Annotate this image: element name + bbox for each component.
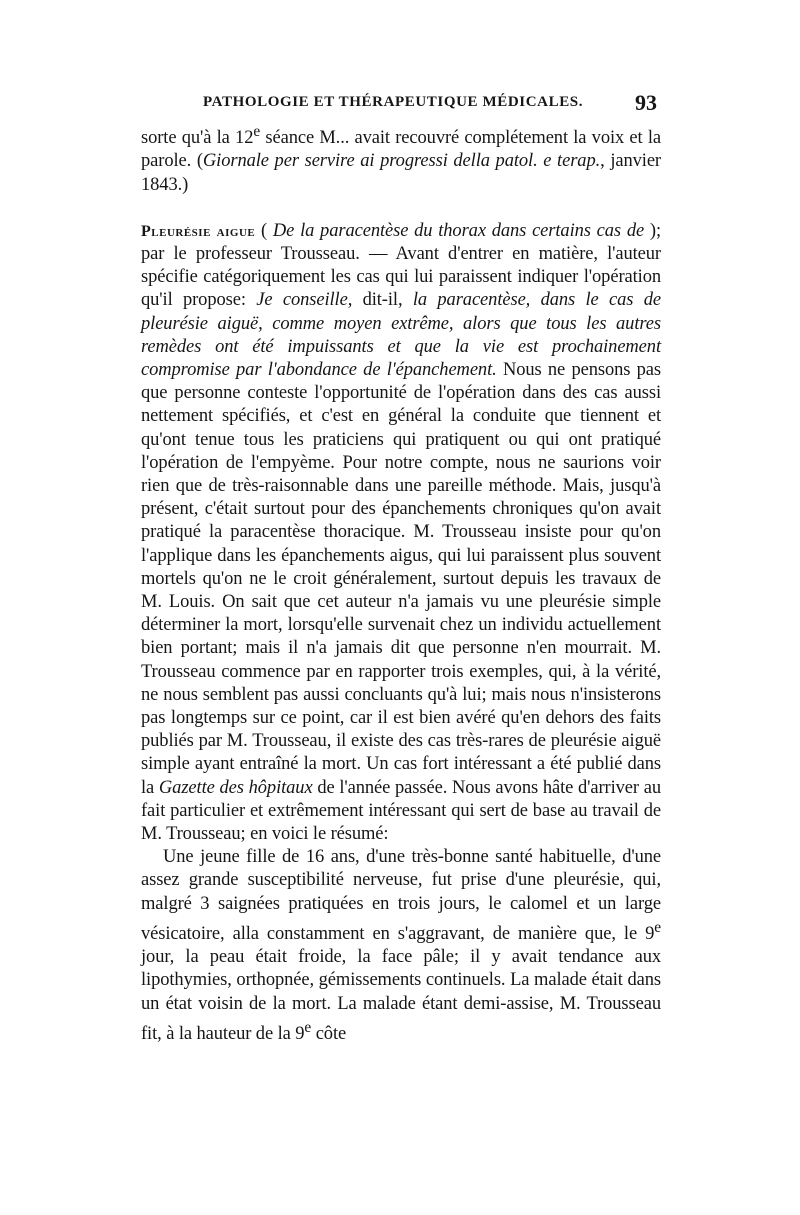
body-text: [141, 120, 661, 1046]
page-header: [141, 90, 661, 120]
case-paragraph: Une jeune fille de 16 ans, d'une très-bonne santé habituelle, d'une assez grande susceptibilité nerveuse, fut prise d'une pleurésie, qui, malgré 3 saignées pratiquées en trois jours, le calomel et un large vésicatoire, alla constamment en s'aggravant, de manière que, le 9e jour, la peau était froide, la face pâle; il y avait tendance aux lipothymies, orthopnée, gémissements continuels. La malade était dans un état voisin de la mort. La malade étant demi-assise, M. Trousseau fit, à la hauteur de la 9e côte: [141, 847, 661, 1044]
journal-title: Gazette des hôpitaux: [158, 777, 313, 798]
article-paragraph: Pleurésie aigue ( De la paracentèse du thorax dans certains cas de ); par le professeur Trousseau. — Avant d'entrer en matière, l'auteur spécifie catégoriquement les cas qui lui paraissent indiquer l'opération qu'il propose: Je conseille, dit-il, la paracentèse, dans le cas de pleurésie aiguë, comme moyen extrême, alors que tous les autres remèdes ont été impuissants et que la vie est prochainement compromise par l'abondance de l'épanchement. Nous ne pensons pas que personne conteste l'opportunité de l'opération dans des cas aussi nettement spécifiés, et c'est en général la conduite que tiennent et qu'ont tenue tous les praticiens qui pratiquent ou qui ont pratiqué l'opération de l'empyème. Pour notre compte, nous ne saurions voir rien que de très-raisonnable dans une pareille méthode. Mais, jusqu'à présent, c'était surtout pour des épanchements chroniques qu'on avait pratiqué la paracentèse thoracique. M. Trousseau insiste pour qu'on l'applique dans les épanchements aigus, qui lui paraissent plus souvent mortels qu'on ne le croit généralement, surtout depuis les travaux de M. Louis. On sait que cet auteur n'a jamais vu une pleurésie simple déterminer la mort, lorsqu'elle survenait chez un individu actuellement bien portant; mais il n'a jamais dit que personne n'en mourrait. M. Trousseau commence par en rapporter trois exemples, qui, à la vérité, ne nous semblent pas aussi concluants qu'à lui; mais nous n'insisterons pas longtemps sur ce point, car il est bien avéré qu'en dehors des faits publiés par M. Trousseau, il existe des cas très-rares de pleurésie aiguë simple ayant entraîné la mort. Un cas fort intéressant a été publié dans la Gazette des hôpitaux de l'année passée. Nous avons hâte d'arriver au fait particulier et extrêmement intéressant qui sert de base au travail de M. Trousseau; en voici le résumé:: [141, 220, 662, 845]
quotation: la paracentèse, dans le cas de pleurésie aiguë, comme moyen extrême, alors que tous les autres remèdes ont été impuissants et que la vie est prochainement compromise par l'abondance de l'épanchement.: [141, 290, 661, 380]
citation: Giornale per servire ai progressi della patol. e terap.: [202, 151, 601, 172]
intro-paragraph: sorte qu'à la 12e séance M... avait recouvré complétement la voix et la parole. (Giornale per servire ai progressi della patol. e terap., janvier 1843.): [141, 123, 661, 195]
superscript: e: [253, 123, 261, 140]
running-title: PATHOLOGIE ET THÉRAPEUTIQUE MÉDICALES.: [203, 94, 584, 110]
article-heading: Pleurésie aigue: [141, 222, 256, 240]
page-number: 93: [635, 90, 657, 115]
book-page: [141, 90, 662, 1046]
